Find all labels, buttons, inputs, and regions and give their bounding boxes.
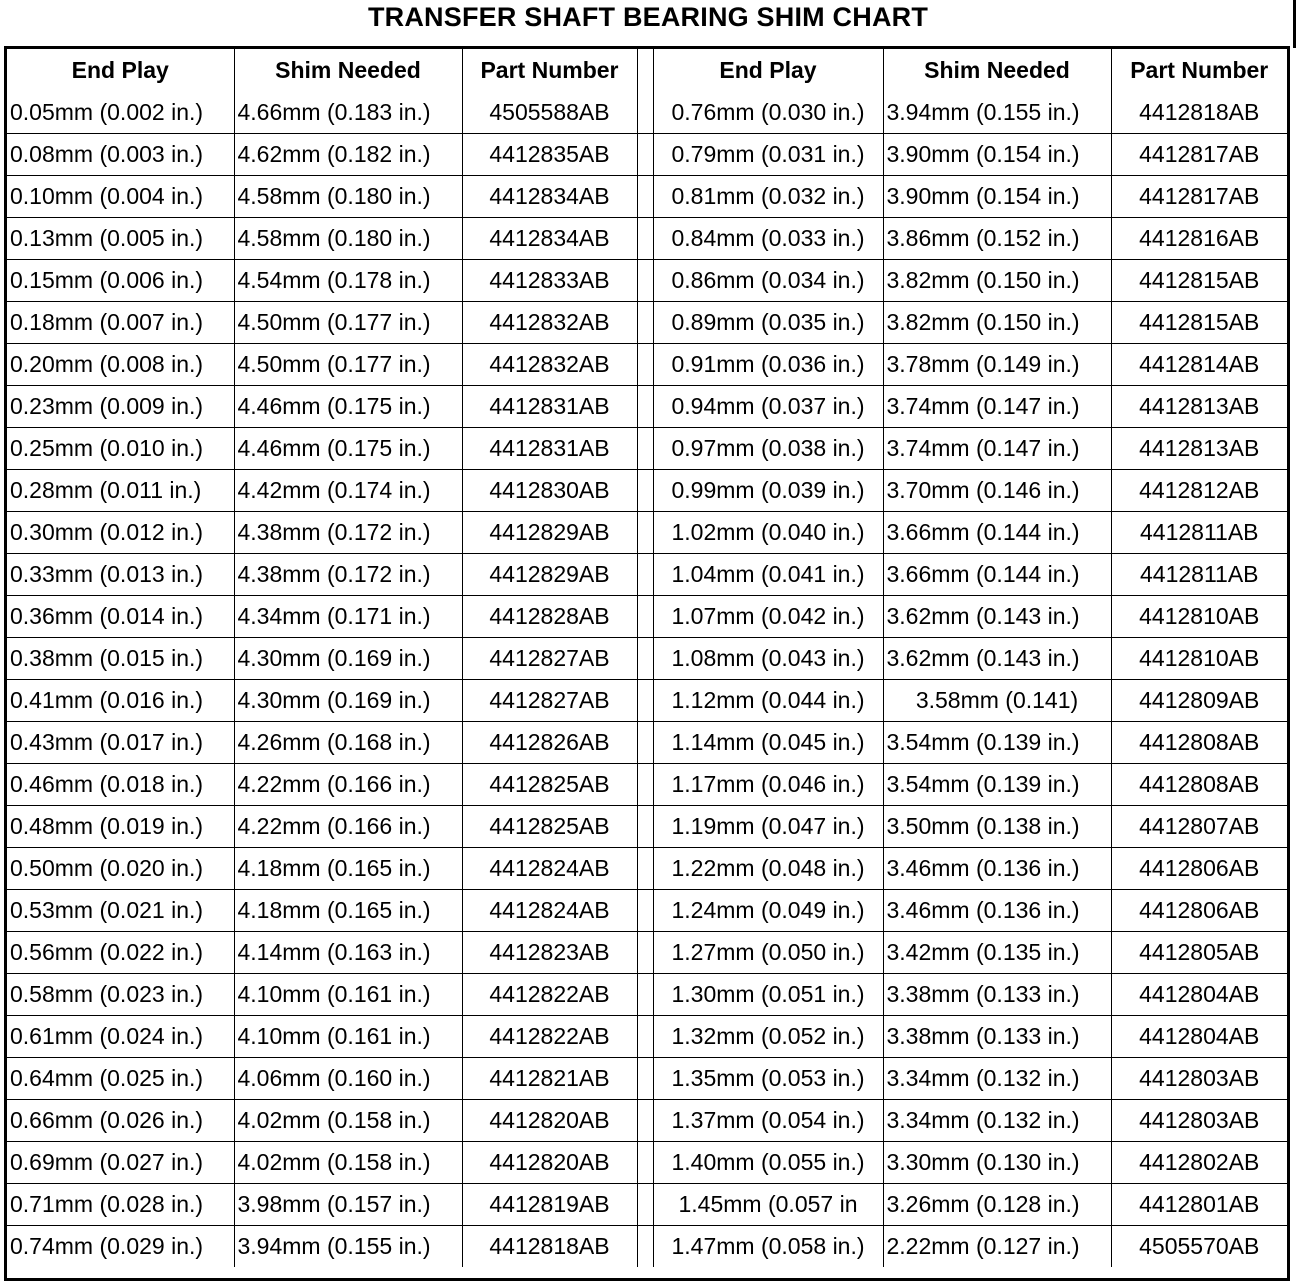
cell-end-play: 0.13mm (0.005 in.) <box>7 218 234 260</box>
cell-part-number: 4412830AB <box>462 470 637 512</box>
cell-end-play: 0.33mm (0.013 in.) <box>7 554 234 596</box>
cell-part-number: 4412813AB <box>1111 428 1287 470</box>
table-row <box>7 1016 1287 1058</box>
cell-part-number: 4412831AB <box>462 428 637 470</box>
cell-end-play: 0.46mm (0.018 in.) <box>7 764 234 806</box>
cell-end-play: 0.18mm (0.007 in.) <box>7 302 234 344</box>
cell-end-play: 1.04mm (0.041 in.) <box>653 554 883 596</box>
cell-shim-needed: 4.30mm (0.169 in.) <box>234 680 462 722</box>
cell-shim-needed: 4.50mm (0.177 in.) <box>234 344 462 386</box>
cell-part-number: 4505588AB <box>462 92 637 134</box>
cell-part-number: 4412803AB <box>1111 1058 1287 1100</box>
cell-part-number: 4412820AB <box>462 1100 637 1142</box>
cell-part-number: 4412816AB <box>1111 218 1287 260</box>
column-gap <box>637 848 653 890</box>
cell-shim-needed: 3.98mm (0.157 in.) <box>234 1184 462 1226</box>
shim-table <box>7 49 1287 1267</box>
cell-end-play: 1.19mm (0.047 in.) <box>653 806 883 848</box>
cell-end-play: 0.36mm (0.014 in.) <box>7 596 234 638</box>
cell-shim-needed: 4.34mm (0.171 in.) <box>234 596 462 638</box>
cell-part-number: 4412806AB <box>1111 890 1287 932</box>
cell-shim-needed: 4.46mm (0.175 in.) <box>234 428 462 470</box>
cell-shim-needed: 4.30mm (0.169 in.) <box>234 638 462 680</box>
column-gap <box>637 890 653 932</box>
cell-shim-needed: 4.10mm (0.161 in.) <box>234 974 462 1016</box>
cell-end-play: 0.20mm (0.008 in.) <box>7 344 234 386</box>
table-row <box>7 764 1287 806</box>
cell-end-play: 0.43mm (0.017 in.) <box>7 722 234 764</box>
cell-shim-needed: 4.54mm (0.178 in.) <box>234 260 462 302</box>
cell-shim-needed: 3.46mm (0.136 in.) <box>883 848 1111 890</box>
cell-part-number: 4412825AB <box>462 764 637 806</box>
cell-end-play: 0.86mm (0.034 in.) <box>653 260 883 302</box>
cell-part-number: 4412817AB <box>1111 176 1287 218</box>
cell-part-number: 4412815AB <box>1111 302 1287 344</box>
column-gap <box>637 1058 653 1100</box>
cell-end-play: 1.37mm (0.054 in.) <box>653 1100 883 1142</box>
cell-end-play: 0.79mm (0.031 in.) <box>653 134 883 176</box>
cell-end-play: 0.66mm (0.026 in.) <box>7 1100 234 1142</box>
cell-end-play: 0.23mm (0.009 in.) <box>7 386 234 428</box>
cell-part-number: 4412835AB <box>462 134 637 176</box>
cell-shim-needed: 3.62mm (0.143 in.) <box>883 596 1111 638</box>
cell-shim-needed: 3.82mm (0.150 in.) <box>883 302 1111 344</box>
cell-part-number: 4412818AB <box>462 1226 637 1268</box>
cell-shim-needed: 3.54mm (0.139 in.) <box>883 722 1111 764</box>
cell-shim-needed: 3.54mm (0.139 in.) <box>883 764 1111 806</box>
cell-part-number: 4412820AB <box>462 1142 637 1184</box>
column-gap <box>637 1100 653 1142</box>
table-row <box>7 554 1287 596</box>
table-row <box>7 470 1287 512</box>
header-end-play: End Play <box>653 49 883 92</box>
table-row <box>7 932 1287 974</box>
cell-shim-needed: 3.26mm (0.128 in.) <box>883 1184 1111 1226</box>
cell-end-play: 1.24mm (0.049 in.) <box>653 890 883 932</box>
cell-end-play: 0.89mm (0.035 in.) <box>653 302 883 344</box>
cell-end-play: 1.22mm (0.048 in.) <box>653 848 883 890</box>
cell-part-number: 4412828AB <box>462 596 637 638</box>
header-shim-needed: Shim Needed <box>883 49 1111 92</box>
column-gap <box>637 806 653 848</box>
cell-end-play: 0.64mm (0.025 in.) <box>7 1058 234 1100</box>
cell-shim-needed: 4.22mm (0.166 in.) <box>234 764 462 806</box>
column-gap <box>637 92 653 134</box>
cell-shim-needed: 3.30mm (0.130 in.) <box>883 1142 1111 1184</box>
column-gap <box>637 1226 653 1268</box>
chart-title: TRANSFER SHAFT BEARING SHIM CHART <box>367 2 929 32</box>
cell-part-number: 4412824AB <box>462 890 637 932</box>
cell-shim-needed: 3.94mm (0.155 in.) <box>234 1226 462 1268</box>
shim-chart <box>4 46 1290 1281</box>
table-row <box>7 1226 1287 1268</box>
cell-end-play: 0.69mm (0.027 in.) <box>7 1142 234 1184</box>
column-gap <box>637 218 653 260</box>
cell-end-play: 0.94mm (0.037 in.) <box>653 386 883 428</box>
cell-end-play: 0.38mm (0.015 in.) <box>7 638 234 680</box>
cell-shim-needed: 3.38mm (0.133 in.) <box>883 1016 1111 1058</box>
cell-end-play: 0.48mm (0.019 in.) <box>7 806 234 848</box>
cell-shim-needed: 3.78mm (0.149 in.) <box>883 344 1111 386</box>
table-row <box>7 806 1287 848</box>
cell-shim-needed: 3.66mm (0.144 in.) <box>883 512 1111 554</box>
column-gap <box>637 554 653 596</box>
cell-shim-needed: 4.42mm (0.174 in.) <box>234 470 462 512</box>
column-gap <box>637 932 653 974</box>
table-row <box>7 1100 1287 1142</box>
cell-shim-needed: 4.26mm (0.168 in.) <box>234 722 462 764</box>
cell-shim-needed: 3.82mm (0.150 in.) <box>883 260 1111 302</box>
cell-shim-needed: 3.74mm (0.147 in.) <box>883 386 1111 428</box>
cell-end-play: 0.05mm (0.002 in.) <box>7 92 234 134</box>
cell-end-play: 0.56mm (0.022 in.) <box>7 932 234 974</box>
cell-shim-needed: 4.18mm (0.165 in.) <box>234 848 462 890</box>
cell-shim-needed: 3.94mm (0.155 in.) <box>883 92 1111 134</box>
cell-shim-needed: 4.02mm (0.158 in.) <box>234 1100 462 1142</box>
cell-end-play: 0.25mm (0.010 in.) <box>7 428 234 470</box>
column-gap <box>637 470 653 512</box>
cell-end-play: 1.27mm (0.050 in.) <box>653 932 883 974</box>
table-row <box>7 1142 1287 1184</box>
cell-part-number: 4412831AB <box>462 386 637 428</box>
cell-end-play: 0.91mm (0.036 in.) <box>653 344 883 386</box>
header-end-play: End Play <box>7 49 234 92</box>
table-row <box>7 1184 1287 1226</box>
cell-end-play: 0.81mm (0.032 in.) <box>653 176 883 218</box>
cell-end-play: 0.97mm (0.038 in.) <box>653 428 883 470</box>
cell-part-number: 4412832AB <box>462 302 637 344</box>
cell-shim-needed: 3.74mm (0.147 in.) <box>883 428 1111 470</box>
cell-end-play: 1.17mm (0.046 in.) <box>653 764 883 806</box>
cell-shim-needed: 3.38mm (0.133 in.) <box>883 974 1111 1016</box>
column-gap <box>637 1142 653 1184</box>
cell-shim-needed: 4.38mm (0.172 in.) <box>234 554 462 596</box>
cell-part-number: 4412812AB <box>1111 470 1287 512</box>
cell-shim-needed: 3.58mm (0.141) <box>883 680 1111 722</box>
cell-end-play: 0.84mm (0.033 in.) <box>653 218 883 260</box>
cell-shim-needed: 4.50mm (0.177 in.) <box>234 302 462 344</box>
cell-part-number: 4412803AB <box>1111 1100 1287 1142</box>
cell-part-number: 4412811AB <box>1111 554 1287 596</box>
cell-end-play: 1.12mm (0.044 in.) <box>653 680 883 722</box>
column-gap <box>637 680 653 722</box>
cell-part-number: 4412808AB <box>1111 722 1287 764</box>
cell-shim-needed: 4.22mm (0.166 in.) <box>234 806 462 848</box>
table-row <box>7 1058 1287 1100</box>
cell-part-number: 4412807AB <box>1111 806 1287 848</box>
cell-shim-needed: 3.42mm (0.135 in.) <box>883 932 1111 974</box>
cell-end-play: 1.07mm (0.042 in.) <box>653 596 883 638</box>
table-row <box>7 344 1287 386</box>
table-row <box>7 722 1287 764</box>
cell-end-play: 0.61mm (0.024 in.) <box>7 1016 234 1058</box>
cell-shim-needed: 3.66mm (0.144 in.) <box>883 554 1111 596</box>
cell-end-play: 1.35mm (0.053 in.) <box>653 1058 883 1100</box>
column-gap <box>637 596 653 638</box>
header-shim-needed: Shim Needed <box>234 49 462 92</box>
cell-end-play: 0.58mm (0.023 in.) <box>7 974 234 1016</box>
cell-end-play: 0.71mm (0.028 in.) <box>7 1184 234 1226</box>
cell-part-number: 4412827AB <box>462 680 637 722</box>
cell-shim-needed: 3.34mm (0.132 in.) <box>883 1058 1111 1100</box>
cell-end-play: 0.74mm (0.029 in.) <box>7 1226 234 1268</box>
cell-part-number: 4412813AB <box>1111 386 1287 428</box>
cell-part-number: 4412833AB <box>462 260 637 302</box>
cell-shim-needed: 3.50mm (0.138 in.) <box>883 806 1111 848</box>
table-row <box>7 92 1287 134</box>
cell-end-play: 0.08mm (0.003 in.) <box>7 134 234 176</box>
cell-part-number: 4412827AB <box>462 638 637 680</box>
cell-part-number: 4412817AB <box>1111 134 1287 176</box>
table-row <box>7 302 1287 344</box>
table-row <box>7 680 1287 722</box>
cell-part-number: 4412834AB <box>462 176 637 218</box>
column-gap <box>637 260 653 302</box>
table-row <box>7 638 1287 680</box>
column-gap <box>637 1016 653 1058</box>
cell-end-play: 1.32mm (0.052 in.) <box>653 1016 883 1058</box>
cell-part-number: 4412825AB <box>462 806 637 848</box>
cell-part-number: 4412810AB <box>1111 596 1287 638</box>
cell-end-play: 0.76mm (0.030 in.) <box>653 92 883 134</box>
cell-shim-needed: 4.02mm (0.158 in.) <box>234 1142 462 1184</box>
table-row <box>7 218 1287 260</box>
cell-shim-needed: 4.58mm (0.180 in.) <box>234 176 462 218</box>
cell-shim-needed: 4.14mm (0.163 in.) <box>234 932 462 974</box>
cell-end-play: 1.02mm (0.040 in.) <box>653 512 883 554</box>
cell-part-number: 4412810AB <box>1111 638 1287 680</box>
cell-part-number: 4412804AB <box>1111 1016 1287 1058</box>
cell-part-number: 4412824AB <box>462 848 637 890</box>
table-row <box>7 428 1287 470</box>
cell-shim-needed: 3.34mm (0.132 in.) <box>883 1100 1111 1142</box>
header-row <box>7 49 1287 92</box>
cell-shim-needed: 3.90mm (0.154 in.) <box>883 176 1111 218</box>
cell-part-number: 4412805AB <box>1111 932 1287 974</box>
cell-part-number: 4412809AB <box>1111 680 1287 722</box>
cell-end-play: 1.45mm (0.057 in <box>653 1184 883 1226</box>
column-gap <box>637 512 653 554</box>
column-gap <box>637 134 653 176</box>
header-part-number: Part Number <box>462 49 637 92</box>
table-row <box>7 596 1287 638</box>
column-gap <box>637 722 653 764</box>
cell-part-number: 4412832AB <box>462 344 637 386</box>
table-row <box>7 176 1287 218</box>
cell-part-number: 4412804AB <box>1111 974 1287 1016</box>
cell-part-number: 4412822AB <box>462 974 637 1016</box>
cell-shim-needed: 4.18mm (0.165 in.) <box>234 890 462 932</box>
cell-end-play: 1.47mm (0.058 in.) <box>653 1226 883 1268</box>
column-gap <box>637 428 653 470</box>
cell-part-number: 4412829AB <box>462 554 637 596</box>
column-gap <box>637 974 653 1016</box>
cell-end-play: 0.99mm (0.039 in.) <box>653 470 883 512</box>
cell-end-play: 0.53mm (0.021 in.) <box>7 890 234 932</box>
cell-end-play: 1.40mm (0.055 in.) <box>653 1142 883 1184</box>
table-row <box>7 260 1287 302</box>
cell-part-number: 4505570AB <box>1111 1226 1287 1268</box>
table-row <box>7 974 1287 1016</box>
table-row <box>7 386 1287 428</box>
cell-shim-needed: 4.38mm (0.172 in.) <box>234 512 462 554</box>
column-gap <box>637 764 653 806</box>
cell-part-number: 4412829AB <box>462 512 637 554</box>
table-row <box>7 512 1287 554</box>
cell-part-number: 4412811AB <box>1111 512 1287 554</box>
column-gap <box>637 1184 653 1226</box>
cell-end-play: 0.15mm (0.006 in.) <box>7 260 234 302</box>
cell-part-number: 4412822AB <box>462 1016 637 1058</box>
column-gap <box>637 386 653 428</box>
cell-shim-needed: 4.62mm (0.182 in.) <box>234 134 462 176</box>
cell-shim-needed: 3.86mm (0.152 in.) <box>883 218 1111 260</box>
column-gap <box>637 344 653 386</box>
cell-end-play: 1.30mm (0.051 in.) <box>653 974 883 1016</box>
cell-part-number: 4412808AB <box>1111 764 1287 806</box>
cell-part-number: 4412823AB <box>462 932 637 974</box>
cell-shim-needed: 3.90mm (0.154 in.) <box>883 134 1111 176</box>
table-row <box>7 134 1287 176</box>
cell-shim-needed: 4.58mm (0.180 in.) <box>234 218 462 260</box>
cell-shim-needed: 4.66mm (0.183 in.) <box>234 92 462 134</box>
header-part-number: Part Number <box>1111 49 1287 92</box>
table-row <box>7 848 1287 890</box>
cell-part-number: 4412819AB <box>462 1184 637 1226</box>
cell-end-play: 0.41mm (0.016 in.) <box>7 680 234 722</box>
cell-part-number: 4412815AB <box>1111 260 1287 302</box>
cell-end-play: 1.14mm (0.045 in.) <box>653 722 883 764</box>
column-gap <box>637 176 653 218</box>
cell-end-play: 0.28mm (0.011 in.) <box>7 470 234 512</box>
edge-rule <box>1293 0 1296 48</box>
cell-part-number: 4412814AB <box>1111 344 1287 386</box>
cell-part-number: 4412801AB <box>1111 1184 1287 1226</box>
cell-shim-needed: 4.10mm (0.161 in.) <box>234 1016 462 1058</box>
cell-shim-needed: 4.06mm (0.160 in.) <box>234 1058 462 1100</box>
column-gap <box>637 638 653 680</box>
column-gap <box>637 302 653 344</box>
cell-shim-needed: 4.46mm (0.175 in.) <box>234 386 462 428</box>
cell-shim-needed: 2.22mm (0.127 in.) <box>883 1226 1111 1268</box>
cell-shim-needed: 3.62mm (0.143 in.) <box>883 638 1111 680</box>
cell-shim-needed: 3.46mm (0.136 in.) <box>883 890 1111 932</box>
cell-part-number: 4412818AB <box>1111 92 1287 134</box>
cell-shim-needed: 3.70mm (0.146 in.) <box>883 470 1111 512</box>
cell-end-play: 0.10mm (0.004 in.) <box>7 176 234 218</box>
cell-part-number: 4412802AB <box>1111 1142 1287 1184</box>
cell-end-play: 0.50mm (0.020 in.) <box>7 848 234 890</box>
column-gap <box>637 49 653 92</box>
cell-part-number: 4412826AB <box>462 722 637 764</box>
table-row <box>7 890 1287 932</box>
cell-end-play: 1.08mm (0.043 in.) <box>653 638 883 680</box>
cell-part-number: 4412834AB <box>462 218 637 260</box>
cell-end-play: 0.30mm (0.012 in.) <box>7 512 234 554</box>
cell-part-number: 4412806AB <box>1111 848 1287 890</box>
cell-part-number: 4412821AB <box>462 1058 637 1100</box>
